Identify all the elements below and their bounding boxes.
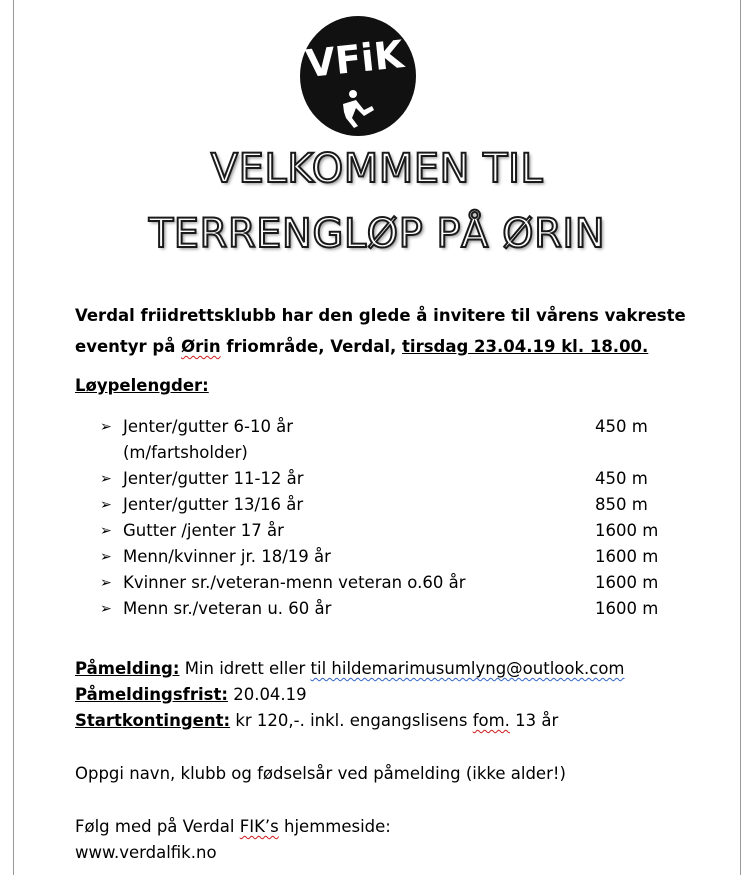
list-item xyxy=(100,414,680,440)
follow-text-1: Følg med på Verdal xyxy=(75,817,240,836)
deadline-label: Påmeldingsfrist: xyxy=(75,685,228,704)
page-margin-right xyxy=(740,0,741,875)
fee-row xyxy=(75,708,715,734)
course-length: 1600 m xyxy=(595,599,659,618)
course-label: Menn/kvinner jr. 18/19 år xyxy=(123,547,331,566)
intro-paragraph xyxy=(75,300,695,362)
deadline-value: 20.04.19 xyxy=(227,685,307,704)
course-label: Jenter/gutter 13/16 år xyxy=(123,495,304,514)
arrow-bullet-icon: ➢ xyxy=(100,497,112,513)
title-line-2: TERRENGLØP PÅ ØRIN xyxy=(148,211,606,257)
arrow-bullet-icon: ➢ xyxy=(100,419,112,435)
fee-text-2: 13 år xyxy=(509,711,559,730)
intro-text-2: friområde, Verdal, xyxy=(220,337,403,356)
intro-text-1: Verdal friidrettsklubb har den glede å invitere til vårens vakreste eventyr på xyxy=(75,306,686,356)
course-length: 450 m xyxy=(595,469,648,488)
course-label: Gutter /jenter 17 år xyxy=(123,521,284,540)
course-label: (m/fartsholder) xyxy=(123,443,248,462)
website-link[interactable]: www.verdalfik.no xyxy=(75,843,217,862)
course-label: Jenter/gutter 6-10 år xyxy=(123,417,294,436)
follow-text-2: hjemmeside: xyxy=(278,817,391,836)
course-label: Jenter/gutter 11-12 år xyxy=(123,469,304,488)
club-logo xyxy=(298,14,418,138)
course-list xyxy=(100,414,680,622)
follow-text xyxy=(75,814,391,840)
arrow-bullet-icon: ➢ xyxy=(100,601,112,617)
intro-place: Ørin xyxy=(181,337,221,356)
list-item xyxy=(100,570,680,596)
courses-heading: Løypelengder: xyxy=(75,376,209,395)
fee-fom: fom. xyxy=(472,711,510,730)
registration-info xyxy=(75,656,715,734)
registration-email[interactable]: til hildemarimusumlyng@outlook.com xyxy=(310,659,625,678)
registration-note: Oppgi navn, klubb og fødselsår ved påmelding (ikke alder!) xyxy=(75,764,566,783)
fee-label: Startkontingent: xyxy=(75,711,231,730)
course-length: 1600 m xyxy=(595,521,659,540)
logo-text: VFiK xyxy=(303,32,406,87)
deadline-row xyxy=(75,682,715,708)
registration-text: Min idrett eller xyxy=(179,659,311,678)
registration-row xyxy=(75,656,715,682)
fee-text-1: kr 120,-. inkl. engangslisens xyxy=(230,711,473,730)
registration-label: Påmelding: xyxy=(75,659,180,678)
arrow-bullet-icon: ➢ xyxy=(100,549,112,565)
list-item xyxy=(100,596,680,622)
title-line-1: VELKOMMEN TIL xyxy=(210,146,544,192)
course-label: Menn sr./veteran u. 60 år xyxy=(123,599,332,618)
list-item xyxy=(100,440,680,466)
arrow-bullet-icon: ➢ xyxy=(100,523,112,539)
follow-info xyxy=(75,814,391,866)
course-label: Kvinner sr./veteran-menn veteran o.60 år xyxy=(123,573,466,592)
course-length: 1600 m xyxy=(595,573,659,592)
intro-date: tirsdag 23.04.19 kl. 18.00. xyxy=(402,337,649,356)
page-margin-left xyxy=(13,0,14,875)
arrow-bullet-icon: ➢ xyxy=(100,471,112,487)
arrow-bullet-icon: ➢ xyxy=(100,575,112,591)
course-length: 1600 m xyxy=(595,547,659,566)
list-item xyxy=(100,466,680,492)
list-item xyxy=(100,544,680,570)
follow-fik: FIK’s xyxy=(239,817,279,836)
list-item xyxy=(100,492,680,518)
list-item xyxy=(100,518,680,544)
course-length: 450 m xyxy=(595,417,648,436)
course-length: 850 m xyxy=(595,495,648,514)
